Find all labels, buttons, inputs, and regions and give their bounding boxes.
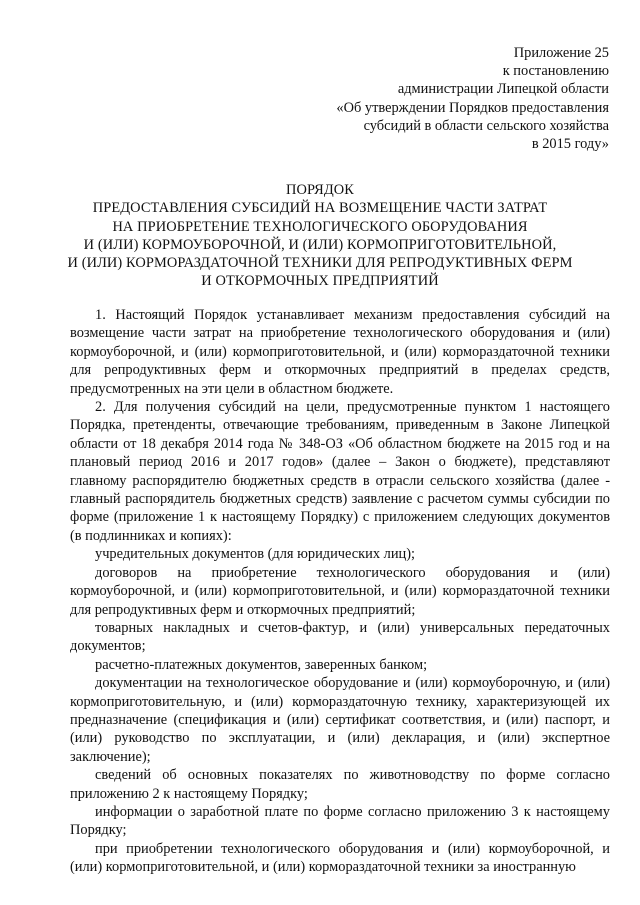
list-item: информации о заработной плате по форме согласно приложению 3 к настоящему Порядку; — [70, 803, 610, 839]
list-item: при приобретении технологического оборудования и (или) кормоуборочной, и (или) кормоприготовительной, и (или) кормораздаточной техники за иностранную — [70, 840, 610, 876]
list-item: договоров на приобретение технологического оборудования и (или) кормоуборочной, и (или) кормоприготовительной, и (или) кормораздаточной техники для репродуктивных ферм и откормочных предприятий; — [70, 564, 610, 618]
title-line: НА ПРИОБРЕТЕНИЕ ТЕХНОЛОГИЧЕСКОГО ОБОРУДОВАНИЯ — [112, 218, 528, 235]
title-line: ПОРЯДОК — [286, 182, 354, 198]
title-line: И (ИЛИ) КОРМОРАЗДАТОЧНОЙ ТЕХНИКИ ДЛЯ РЕПРОДУКТИВНЫХ ФЕРМ — [67, 255, 573, 272]
title-line: ПРЕДОСТАВЛЕНИЯ СУБСИДИЙ НА ВОЗМЕЩЕНИЕ ЧАСТИ ЗАТРАТ — [92, 200, 548, 217]
appendix-header — [336, 44, 609, 153]
list-item: учредительных документов (для юридических лиц); — [95, 546, 416, 563]
list-item: сведений об основных показателях по животноводству по форме согласно приложению 2 к настоящему Порядку; — [70, 767, 610, 802]
appendix-line: Приложение 25 — [513, 45, 609, 61]
appendix-line: администрации Липецкой области — [397, 81, 609, 98]
appendix-line: в 2015 году» — [531, 136, 609, 153]
document-body — [70, 306, 610, 877]
appendix-line: к постановлению — [502, 63, 609, 80]
title-line: И (ИЛИ) КОРМОУБОРОЧНОЙ, И (ИЛИ) КОРМОПРИГОТОВИТЕЛЬНОЙ, — [83, 236, 557, 253]
title-line: И ОТКОРМОЧНЫХ ПРЕДПРИЯТИЙ — [201, 273, 439, 290]
list-item: документации на технологическое оборудование и (или) кормоуборочную, и (или) кормоприготовительную, и (или) кормораздаточную технику, характеризующей их предназначение (спецификация и (или) сертификат соответствия, и (или) паспорт, и (или) руководство по эксплуатации, и (или) декларация, и (или) экспертное заключение); — [70, 675, 610, 765]
appendix-line: субсидий в области сельского хозяйства — [363, 117, 609, 134]
paragraph-1: 1. Настоящий Порядок устанавливает механизм предоставления субсидий на возмещение части затрат на приобретение технологического оборудования и (или) кормоуборочной, и (или) кормоприготовительной, и (или) кормораздаточной техники для репродуктивных ферм и откормочных предприятий в пределах средств, предусмотренных на эти цели в областном бюджете. — [70, 307, 610, 397]
list-item: расчетно-платежных документов, заверенных банком; — [95, 656, 428, 673]
document-title — [60, 181, 580, 291]
paragraph-2: 2. Для получения субсидий на цели, предусмотренные пунктом 1 настоящего Порядка, претенденты, отвечающие требованиям, приведенным в Законе Липецкой области от 18 декабря 2014 года № 348-ОЗ «Об областном бюджете на 2015 год и на плановый период 2016 и 2017 годов» (далее – Закон о бюджете), представляют главному распорядителю бюджетных средств в отрасли сельского хозяйства (далее - главный распорядитель бюджетных средств) заявление с расчетом суммы субсидии по форме (приложение 1 к настоящему Порядку) с приложением следующих документов (в подлинниках и копиях): — [70, 399, 610, 544]
appendix-line: «Об утверждении Порядков предоставления — [336, 99, 609, 116]
list-item: товарных накладных и счетов-фактур, и (или) универсальных передаточных документов; — [70, 619, 610, 655]
